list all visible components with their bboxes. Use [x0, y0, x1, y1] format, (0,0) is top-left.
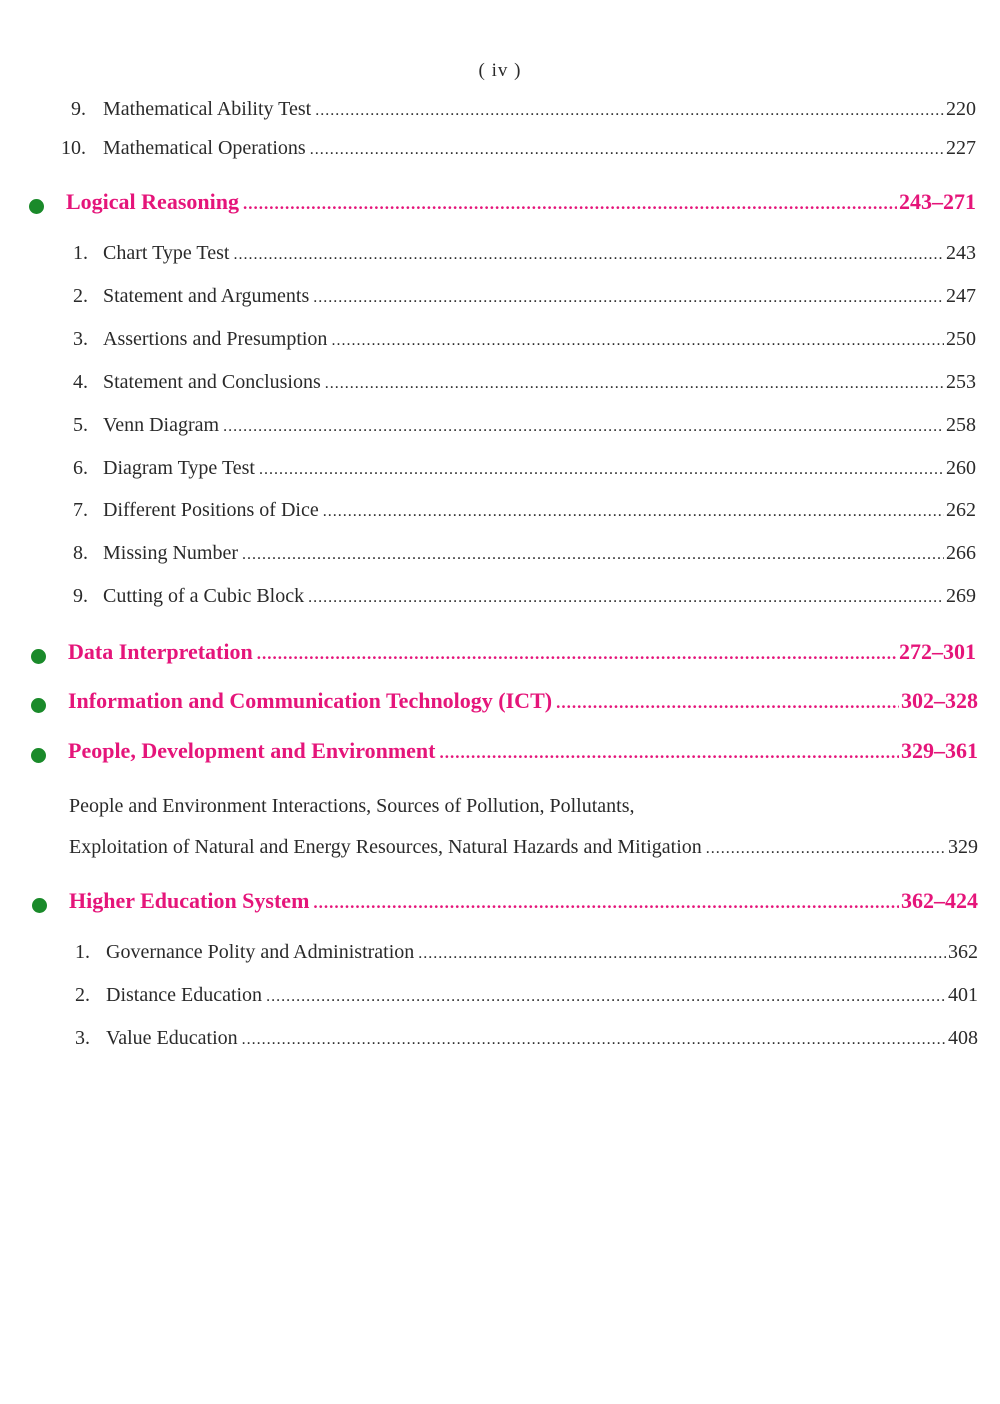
- entry-page: 220: [946, 98, 976, 120]
- section-pages: 362–424: [901, 888, 978, 913]
- section-title: People, Development and Environment: [68, 738, 436, 763]
- toc-entry[interactable]: [0, 836, 1000, 866]
- entry-page: 408: [948, 1027, 978, 1049]
- section-leader: [68, 639, 976, 665]
- entry-leader: [106, 1027, 978, 1050]
- entry-page: 250: [946, 328, 976, 350]
- toc-section-ict[interactable]: [0, 688, 1000, 718]
- entry-leader: [103, 542, 976, 565]
- entry-number: 6.: [73, 457, 88, 479]
- dot-leader: [242, 546, 944, 564]
- entry-number: 2.: [75, 984, 90, 1006]
- entry-leader: [103, 242, 976, 265]
- toc-section-data-interpretation[interactable]: [0, 639, 1000, 669]
- entry-title: Diagram Type Test: [103, 457, 255, 479]
- toc-entry[interactable]: [0, 98, 1000, 128]
- entry-page: 401: [948, 984, 978, 1006]
- entry-number: 5.: [73, 414, 88, 436]
- entry-page: 266: [946, 542, 976, 564]
- entry-title: Distance Education: [106, 984, 263, 1006]
- entry-leader: [103, 328, 976, 351]
- section-pages: 302–328: [901, 688, 978, 713]
- section-title: Higher Education System: [69, 888, 310, 913]
- dot-leader: [257, 644, 897, 664]
- section-title: Data Interpretation: [68, 639, 253, 664]
- page-number: ( iv ): [478, 60, 522, 81]
- dot-leader: [310, 141, 944, 159]
- entry-title: Different Positions of Dice: [103, 499, 319, 521]
- entry-number: 2.: [73, 285, 88, 307]
- entry-title: Mathematical Operations: [103, 137, 306, 159]
- entry-page: 253: [946, 371, 976, 393]
- entry-page: 243: [946, 242, 976, 264]
- entry-title: Statement and Arguments: [103, 285, 310, 307]
- entry-title: Cutting of a Cubic Block: [103, 585, 305, 607]
- entry-number: 7.: [73, 499, 88, 521]
- dot-leader: [266, 988, 946, 1006]
- entry-leader: [103, 499, 976, 522]
- section-leader: [68, 688, 978, 714]
- toc-entry[interactable]: [0, 984, 1000, 1014]
- entry-title: Governance Polity and Administration: [106, 941, 415, 963]
- entry-leader: [103, 285, 976, 308]
- toc-entry[interactable]: [0, 542, 1000, 572]
- entry-leader: [106, 984, 978, 1007]
- entry-page: 262: [946, 499, 976, 521]
- entry-page: 269: [946, 585, 976, 607]
- toc-entry[interactable]: [0, 941, 1000, 971]
- entry-page: 247: [946, 285, 976, 307]
- entry-title: Assertions and Presumption: [103, 328, 328, 350]
- entry-page: 258: [946, 414, 976, 436]
- entry-number: 9.: [71, 98, 86, 120]
- entry-title: Missing Number: [103, 542, 238, 564]
- section-title: Logical Reasoning: [66, 189, 239, 214]
- toc-section-logical-reasoning[interactable]: [0, 189, 1000, 219]
- bullet-icon: [31, 649, 46, 664]
- entry-page: 260: [946, 457, 976, 479]
- toc-entry[interactable]: [0, 137, 1000, 167]
- entry-leader: [103, 457, 976, 480]
- entry-page: 329: [948, 836, 978, 858]
- section-pages: 243–271: [899, 189, 976, 214]
- entry-leader: [106, 941, 978, 964]
- dot-leader: [325, 375, 944, 393]
- dot-leader: [331, 332, 944, 350]
- dot-leader: [242, 1031, 946, 1049]
- section-description-line-2: Exploitation of Natural and Energy Resources, Natural Hazards and Mitigation: [69, 836, 702, 858]
- toc-entry[interactable]: [0, 242, 1000, 272]
- dot-leader: [315, 102, 944, 120]
- entry-title: Value Education: [106, 1027, 238, 1049]
- dot-leader: [223, 418, 944, 436]
- section-description-line-1: People and Environment Interactions, Sources of Pollution, Pollutants,: [69, 795, 635, 817]
- toc-entry[interactable]: [0, 499, 1000, 529]
- dot-leader: [556, 693, 899, 713]
- section-title: Information and Communication Technology (ICT): [68, 688, 553, 713]
- dot-leader: [243, 194, 897, 214]
- dot-leader: [233, 246, 944, 264]
- bullet-icon: [31, 748, 46, 763]
- bullet-icon: [29, 199, 44, 214]
- bullet-icon: [31, 698, 46, 713]
- entry-number: 3.: [75, 1027, 90, 1049]
- toc-entry[interactable]: [0, 328, 1000, 358]
- section-pages: 329–361: [901, 738, 978, 763]
- entry-page: 227: [946, 137, 976, 159]
- entry-number: 8.: [73, 542, 88, 564]
- entry-number: 3.: [73, 328, 88, 350]
- entry-leader: [103, 585, 976, 608]
- entry-title: Statement and Conclusions: [103, 371, 321, 393]
- section-leader: [66, 189, 976, 215]
- entry-title: Venn Diagram: [103, 414, 220, 436]
- toc-entry[interactable]: [0, 371, 1000, 401]
- entry-leader: [103, 414, 976, 437]
- entry-number: 10.: [61, 137, 86, 159]
- dot-leader: [439, 743, 899, 763]
- entry-leader: [103, 137, 976, 160]
- entry-leader: [103, 371, 976, 394]
- entry-number: 9.: [73, 585, 88, 607]
- toc-section-higher-education-system[interactable]: [0, 888, 1000, 918]
- entry-leader: [103, 98, 976, 121]
- entry-title: Mathematical Ability Test: [103, 98, 312, 120]
- toc-entry[interactable]: [0, 414, 1000, 444]
- toc-entry[interactable]: [0, 457, 1000, 487]
- entry-leader: [69, 836, 978, 859]
- dot-leader: [418, 945, 946, 963]
- dot-leader: [323, 503, 944, 521]
- toc-entry[interactable]: [0, 585, 1000, 615]
- section-pages: 272–301: [899, 639, 976, 664]
- dot-leader: [706, 840, 946, 858]
- section-leader: [69, 888, 978, 914]
- section-leader: [68, 738, 978, 764]
- dot-leader: [313, 289, 944, 307]
- toc-section-people-development-environment[interactable]: [0, 738, 1000, 768]
- entry-number: 1.: [73, 242, 88, 264]
- dot-leader: [259, 461, 944, 479]
- bullet-icon: [32, 898, 47, 913]
- entry-number: 4.: [73, 371, 88, 393]
- entry-number: 1.: [75, 941, 90, 963]
- toc-entry[interactable]: [0, 1027, 1000, 1057]
- dot-leader: [313, 893, 899, 913]
- entry-page: 362: [948, 941, 978, 963]
- toc-entry[interactable]: [0, 285, 1000, 315]
- entry-title: Chart Type Test: [103, 242, 230, 264]
- dot-leader: [308, 589, 944, 607]
